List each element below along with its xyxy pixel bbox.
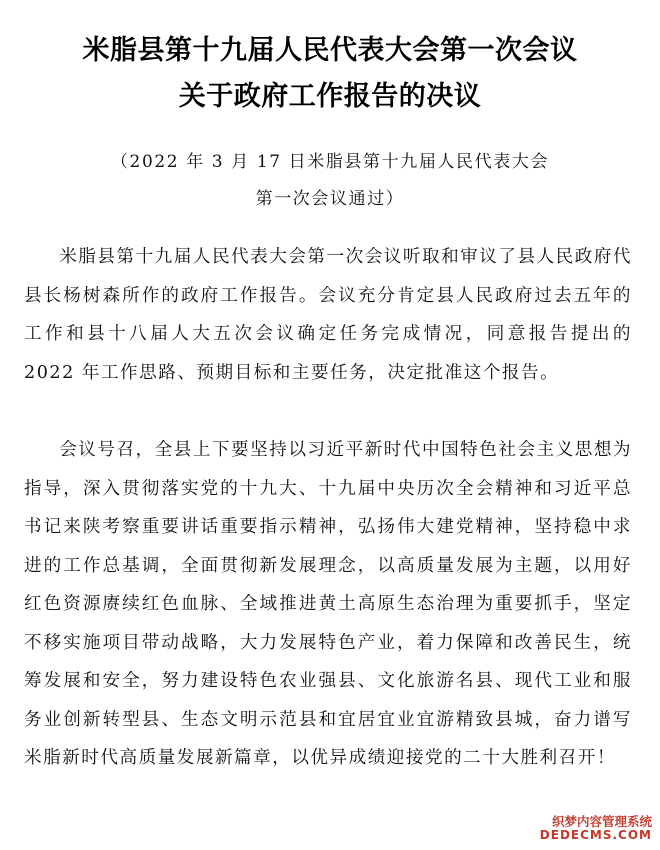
document-subtitle-line-2: 第一次会议通过） xyxy=(255,189,405,209)
body-paragraph-1: 米脂县第十九届人民代表大会第一次会议听取和审议了县人民政府代县长杨树森所作的政府工作报告。会议充分肯定县人民政府过去五年的工作和县十八届人大五次会议确定任务完成情况，同意报告提出的 2022 年工作思路、预期目标和主要任务，决定批准这个报告。 xyxy=(24,247,633,383)
document-title-line-1: 米脂县第十九届人民代表大会第一次会议 xyxy=(82,35,578,66)
document-subtitle-line-1: （2022 年 3 月 17 日米脂县第十九届人民代表大会 xyxy=(110,152,550,172)
document-title-line-2: 关于政府工作报告的决议 xyxy=(178,81,482,112)
watermark-line-1: 织梦内容管理系统 xyxy=(551,813,652,829)
watermark xyxy=(538,814,654,844)
watermark-line-2: DEDECMS.COM xyxy=(539,828,652,843)
body-paragraph-2: 会议号召，全县上下要坚持以习近平新时代中国特色社会主义思想为指导，深入贯彻落实党的十九大、十九届中央历次全会精神和习近平总书记来陕考察重要讲话重要指示精神，弘扬伟大建党精神，坚持稳中求进的工作总基调，全面贯彻新发展理念，以高质量发展为主题，以用好红色资源赓续红色血脉、全域推进黄土高原生态治理为重要抓手，坚定不移实施项目带动战略，大力发展特色产业，着力保障和改善民生，统筹发展和安全，努力建设特色农业强县、文化旅游名县、现代工业和服务业创新转型县、生态文明示范县和宜居宜业宜游精致县城，奋力谱写米脂新时代高质量发展新篇章，以优异成绩迎接党的二十大胜利召开！ xyxy=(24,440,633,768)
